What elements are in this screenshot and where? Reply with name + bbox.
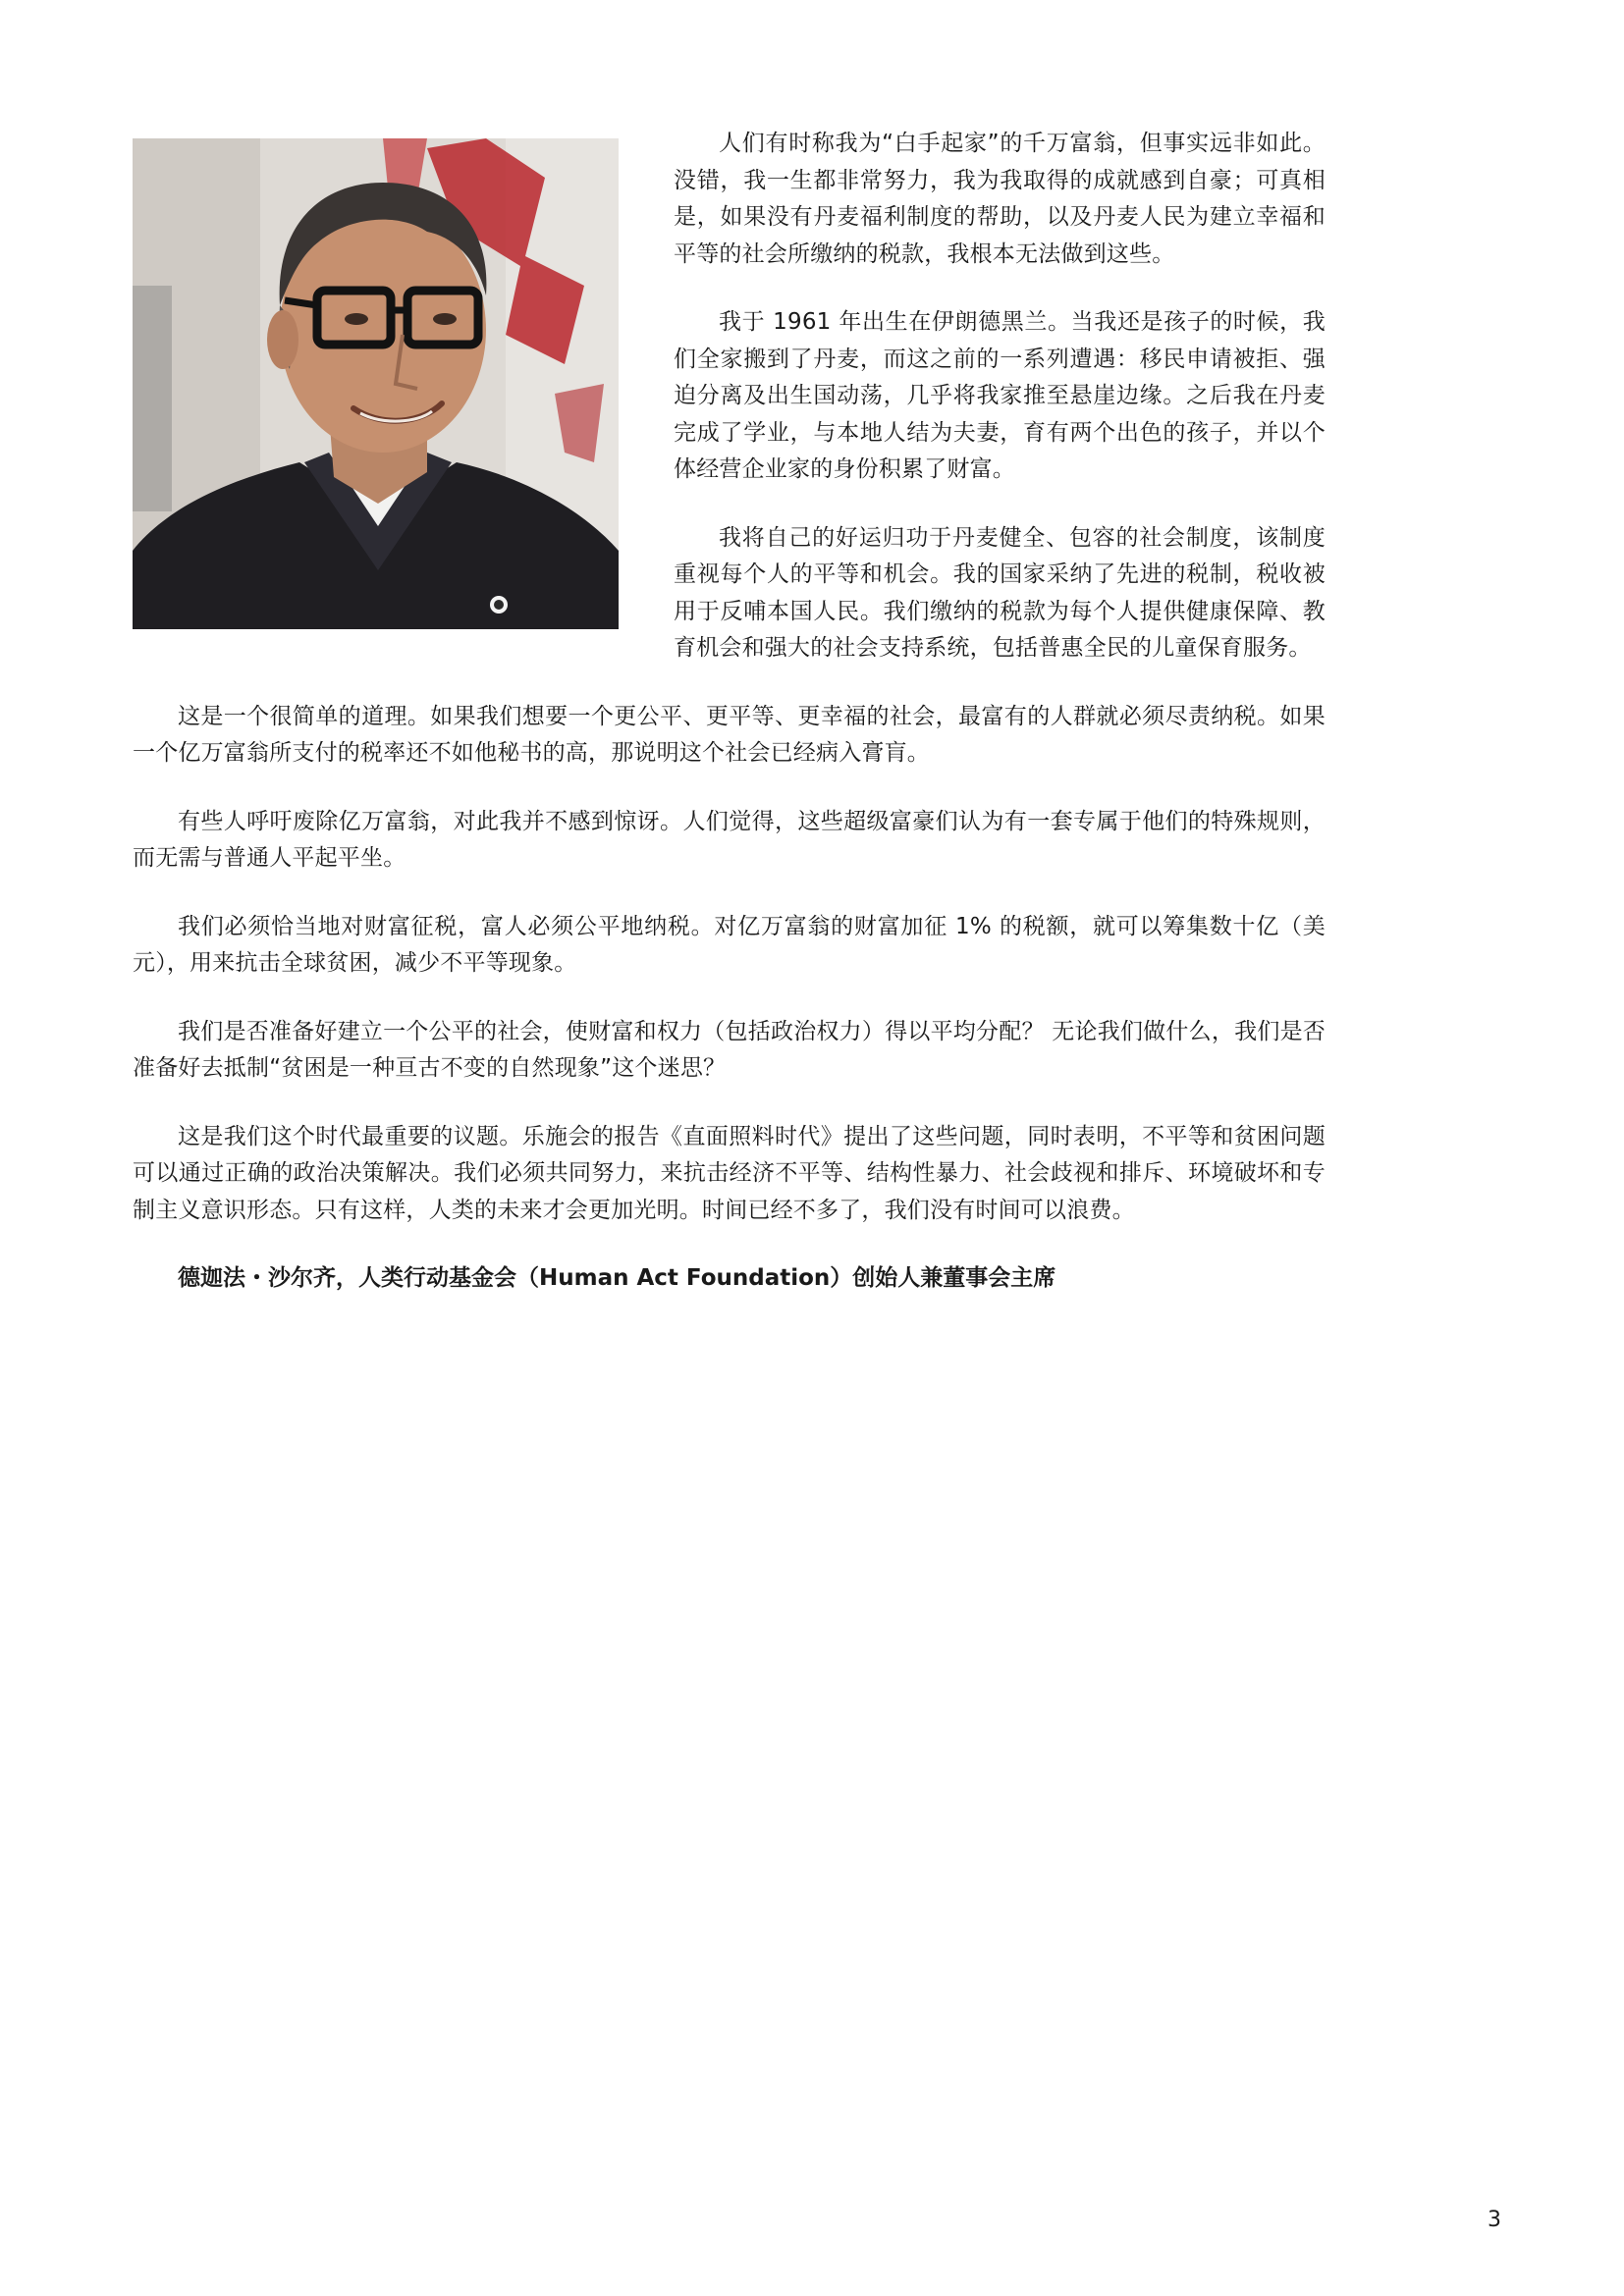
- paragraph-7: 我们是否准备好建立一个公平的社会，使财富和权力（包括政治权力）得以平均分配？ 无论我们做什么，我们是否准备好去抵制“贫困是一种亘古不变的自然现象”这个迷思？: [133, 1018, 1326, 1081]
- document-body: [133, 126, 1326, 1298]
- paragraph-3: 我将自己的好运归功于丹麦健全、包容的社会制度，该制度重视每个人的平等和机会。我的国家采纳了先进的税制，税收被用于反哺本国人民。我们缴纳的税款为每个人提供健康保障、教育机会和强大的社会支持系统，包括普惠全民的儿童保育服务。: [674, 524, 1326, 661]
- paragraph-4: 这是一个很简单的道理。如果我们想要一个更公平、更平等、更幸福的社会，最富有的人群就必须尽责纳税。如果一个亿万富翁所支付的税率还不如他秘书的高，那说明这个社会已经病入膏肓。: [133, 703, 1326, 766]
- paragraph-1: 人们有时称我为“白手起家”的千万富翁，但事实远非如此。没错，我一生都非常努力，我为我取得的成就感到自豪；可真相是，如果没有丹麦福利制度的帮助，以及丹麦人民为建立幸福和平等的社会所缴纳的税款，我根本无法做到这些。: [674, 131, 1326, 267]
- paragraph-8: 这是我们这个时代最重要的议题。乐施会的报告《直面照料时代》提出了这些问题，同时表明，不平等和贫困问题可以通过正确的政治决策解决。我们必须共同努力，来抗击经济不平等、结构性暴力、社会歧视和排斥、环境破坏和专制主义意识形态。只有这样，人类的未来才会更加光明。时间已经不多了，我们没有时间可以浪费。: [133, 1123, 1326, 1223]
- author-signature: 德迦法・沙尔齐，人类行动基金会（Human Act Foundation）创始人兼董事会主席: [178, 1265, 1056, 1291]
- paragraph-5: 有些人呼吁废除亿万富翁，对此我并不感到惊讶。人们觉得，这些超级富豪们认为有一套专属于他们的特殊规则，而无需与普通人平起平坐。: [133, 808, 1326, 871]
- portrait-photo: [133, 138, 619, 629]
- paragraph-2: 我于 1961 年出生在伊朗德黑兰。当我还是孩子的时候，我们全家搬到了丹麦，而这之前的一系列遭遇：移民申请被拒、强迫分离及出生国动荡，几乎将我家推至悬崖边缘。之后我在丹麦完成了学业，与本地人结为夫妻，育有两个出色的孩子，并以个体经营企业家的身份积累了财富。: [674, 309, 1326, 482]
- page-number: 3: [1488, 2208, 1501, 2232]
- paragraph-6: 我们必须恰当地对财富征税，富人必须公平地纳税。对亿万富翁的财富加征 1% 的税额，就可以筹集数十亿（美元），用来抗击全球贫困，减少不平等现象。: [133, 913, 1326, 976]
